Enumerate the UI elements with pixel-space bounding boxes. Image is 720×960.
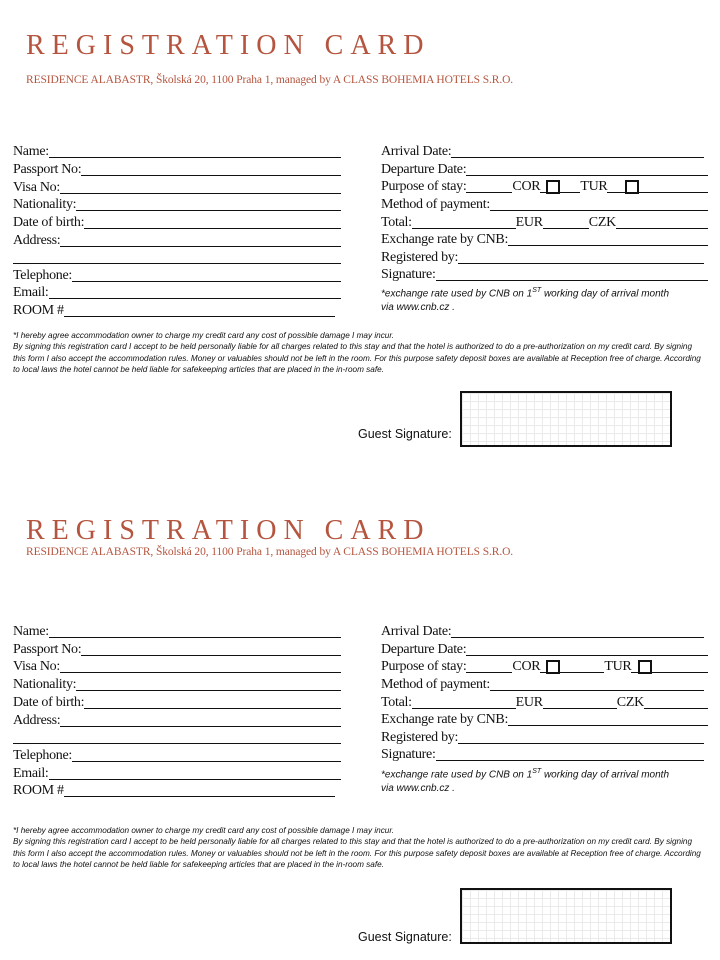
payment-label: Method of payment: — [381, 197, 490, 212]
tur-checkbox[interactable] — [638, 660, 652, 674]
passport-line[interactable] — [81, 655, 341, 656]
guest-signature-label: Guest Signature: — [358, 930, 452, 944]
cor-label: COR — [512, 659, 541, 674]
passport-label: Passport No: — [13, 162, 82, 177]
address-line-2[interactable] — [13, 728, 341, 745]
card-subtitle: RESIDENCE ALABASTR, Školská 20, 1100 Praha 1, managed by A CLASS BOHEMIA HOTELS S.R.O. — [26, 546, 514, 558]
dob-line[interactable] — [84, 708, 341, 709]
exchange-label: Exchange rate by CNB: — [381, 232, 509, 247]
terms-liability: By signing this registration card I accept to be held personally liable for all charges related to this stay and that the hotel is authorized to do a pre-authorization on my credit card. By signing this form I also accept the accommodation rules. Money or valuables should not be left in the room. For this purpose safety deposit boxes are available at Reception free of charge. According to local laws the hotel cannot be held liable for safekeeping articles that are placed in the in-room safe. — [13, 837, 701, 869]
visa-label: Visa No: — [13, 180, 60, 195]
terms-liability: By signing this registration card I accept to be held personally liable for all charges related to this stay and that the hotel is authorized to do a pre-authorization on my credit card. By signing this form I also accept the accommodation rules. Money or valuables should not be left in the room. For this purpose safety deposit boxes are available at Reception free of charge. According to local laws the hotel cannot be held liable for safekeeping articles that are placed in the in-room safe. — [13, 342, 701, 374]
telephone-label: Telephone: — [13, 748, 72, 763]
payment-line[interactable] — [490, 690, 704, 691]
nationality-field[interactable] — [13, 675, 341, 692]
signature-line[interactable] — [436, 760, 704, 761]
departure-label: Departure Date: — [381, 642, 467, 657]
total-label: Total: — [381, 695, 412, 710]
arrival-label: Arrival Date: — [381, 144, 452, 159]
visa-label: Visa No: — [13, 659, 60, 674]
email-label: Email: — [13, 766, 49, 781]
card-title: REGISTRATION CARD — [26, 30, 431, 61]
dob-label: Date of birth: — [13, 215, 85, 230]
departure-line[interactable] — [466, 655, 708, 656]
visa-line[interactable] — [60, 672, 341, 673]
purpose-label: Purpose of stay: — [381, 179, 467, 194]
departure-label: Departure Date: — [381, 162, 467, 177]
telephone-label: Telephone: — [13, 268, 72, 283]
email-label: Email: — [13, 285, 49, 300]
passport-label: Passport No: — [13, 642, 82, 657]
guest-signature-label: Guest Signature: — [358, 427, 452, 441]
address-label: Address: — [13, 233, 61, 248]
czk-label: CZK — [616, 695, 644, 710]
room-label: ROOM # — [13, 303, 64, 318]
room-label: ROOM # — [13, 783, 64, 798]
tur-line-a — [560, 672, 604, 673]
purpose-field — [381, 657, 708, 674]
cor-checkbox[interactable] — [546, 660, 560, 674]
address-line-extra[interactable] — [13, 743, 341, 744]
exchange-line[interactable] — [508, 725, 708, 726]
guest-signature-box[interactable] — [460, 888, 672, 944]
exchange-note-line-2: via www.cnb.cz . — [381, 302, 455, 314]
telephone-line[interactable] — [72, 761, 341, 762]
total-field[interactable] — [381, 693, 708, 710]
exchange-label: Exchange rate by CNB: — [381, 712, 509, 727]
signature-label: Signature: — [381, 747, 436, 762]
name-field[interactable] — [13, 622, 341, 639]
dob-field[interactable] — [13, 693, 341, 710]
signature-field[interactable] — [381, 745, 704, 762]
registered-label: Registered by: — [381, 250, 459, 265]
tur-label: TUR — [580, 179, 608, 194]
telephone-field[interactable] — [13, 746, 341, 763]
terms-text — [13, 825, 703, 870]
room-line[interactable] — [64, 796, 335, 797]
czk-line[interactable] — [644, 708, 708, 709]
exchange-note-line-1: *exchange rate used by CNB on 1ST working day of arrival month — [381, 768, 670, 781]
nationality-label: Nationality: — [13, 197, 77, 212]
terms-consent: *I hereby agree accommodation owner to charge my credit card any cost of possible damage I may incur. — [13, 331, 395, 340]
eur-label: EUR — [515, 215, 543, 230]
email-field[interactable] — [13, 764, 341, 781]
purpose-line — [466, 672, 512, 673]
payment-label: Method of payment: — [381, 677, 490, 692]
total-line[interactable] — [412, 708, 516, 709]
czk-label: CZK — [588, 215, 616, 230]
card-title: REGISTRATION CARD — [26, 515, 431, 546]
name-label: Name: — [13, 144, 49, 159]
nationality-label: Nationality: — [13, 677, 77, 692]
address-field[interactable] — [13, 711, 341, 728]
departure-field[interactable] — [381, 640, 708, 657]
address-line[interactable] — [60, 726, 341, 727]
tur-line-b — [631, 672, 638, 673]
purpose-end-line — [652, 672, 708, 673]
tur-label: TUR — [604, 659, 632, 674]
registered-line[interactable] — [458, 743, 704, 744]
registered-label: Registered by: — [381, 730, 459, 745]
exchange-note — [381, 765, 669, 796]
terms-consent: *I hereby agree accommodation owner to charge my credit card any cost of possible damage I may incur. — [13, 826, 395, 835]
exchange-field[interactable] — [381, 710, 708, 727]
total-label: Total: — [381, 215, 412, 230]
email-line[interactable] — [49, 779, 341, 780]
nationality-line[interactable] — [76, 690, 341, 691]
exchange-note-line-1: *exchange rate used by CNB on 1ST working day of arrival month — [381, 287, 670, 300]
arrival-line[interactable] — [451, 637, 704, 638]
purpose-label: Purpose of stay: — [381, 659, 467, 674]
payment-field[interactable] — [381, 675, 704, 692]
arrival-field[interactable] — [381, 622, 704, 639]
signature-label: Signature: — [381, 267, 436, 282]
room-field[interactable] — [13, 781, 335, 798]
cor-label: COR — [512, 179, 541, 194]
address-label: Address: — [13, 713, 61, 728]
name-label: Name: — [13, 624, 49, 639]
name-line[interactable] — [49, 637, 341, 638]
card-subtitle: RESIDENCE ALABASTR, Školská 20, 1100 Praha 1, managed by A CLASS BOHEMIA HOTELS S.R.O. — [26, 74, 514, 86]
arrival-label: Arrival Date: — [381, 624, 452, 639]
dob-label: Date of birth: — [13, 695, 85, 710]
passport-field[interactable] — [13, 640, 341, 657]
registered-field[interactable] — [381, 728, 704, 745]
visa-field[interactable] — [13, 657, 341, 674]
eur-line[interactable] — [543, 708, 617, 709]
exchange-note-line-2: via www.cnb.cz . — [381, 783, 455, 795]
eur-label: EUR — [515, 695, 543, 710]
